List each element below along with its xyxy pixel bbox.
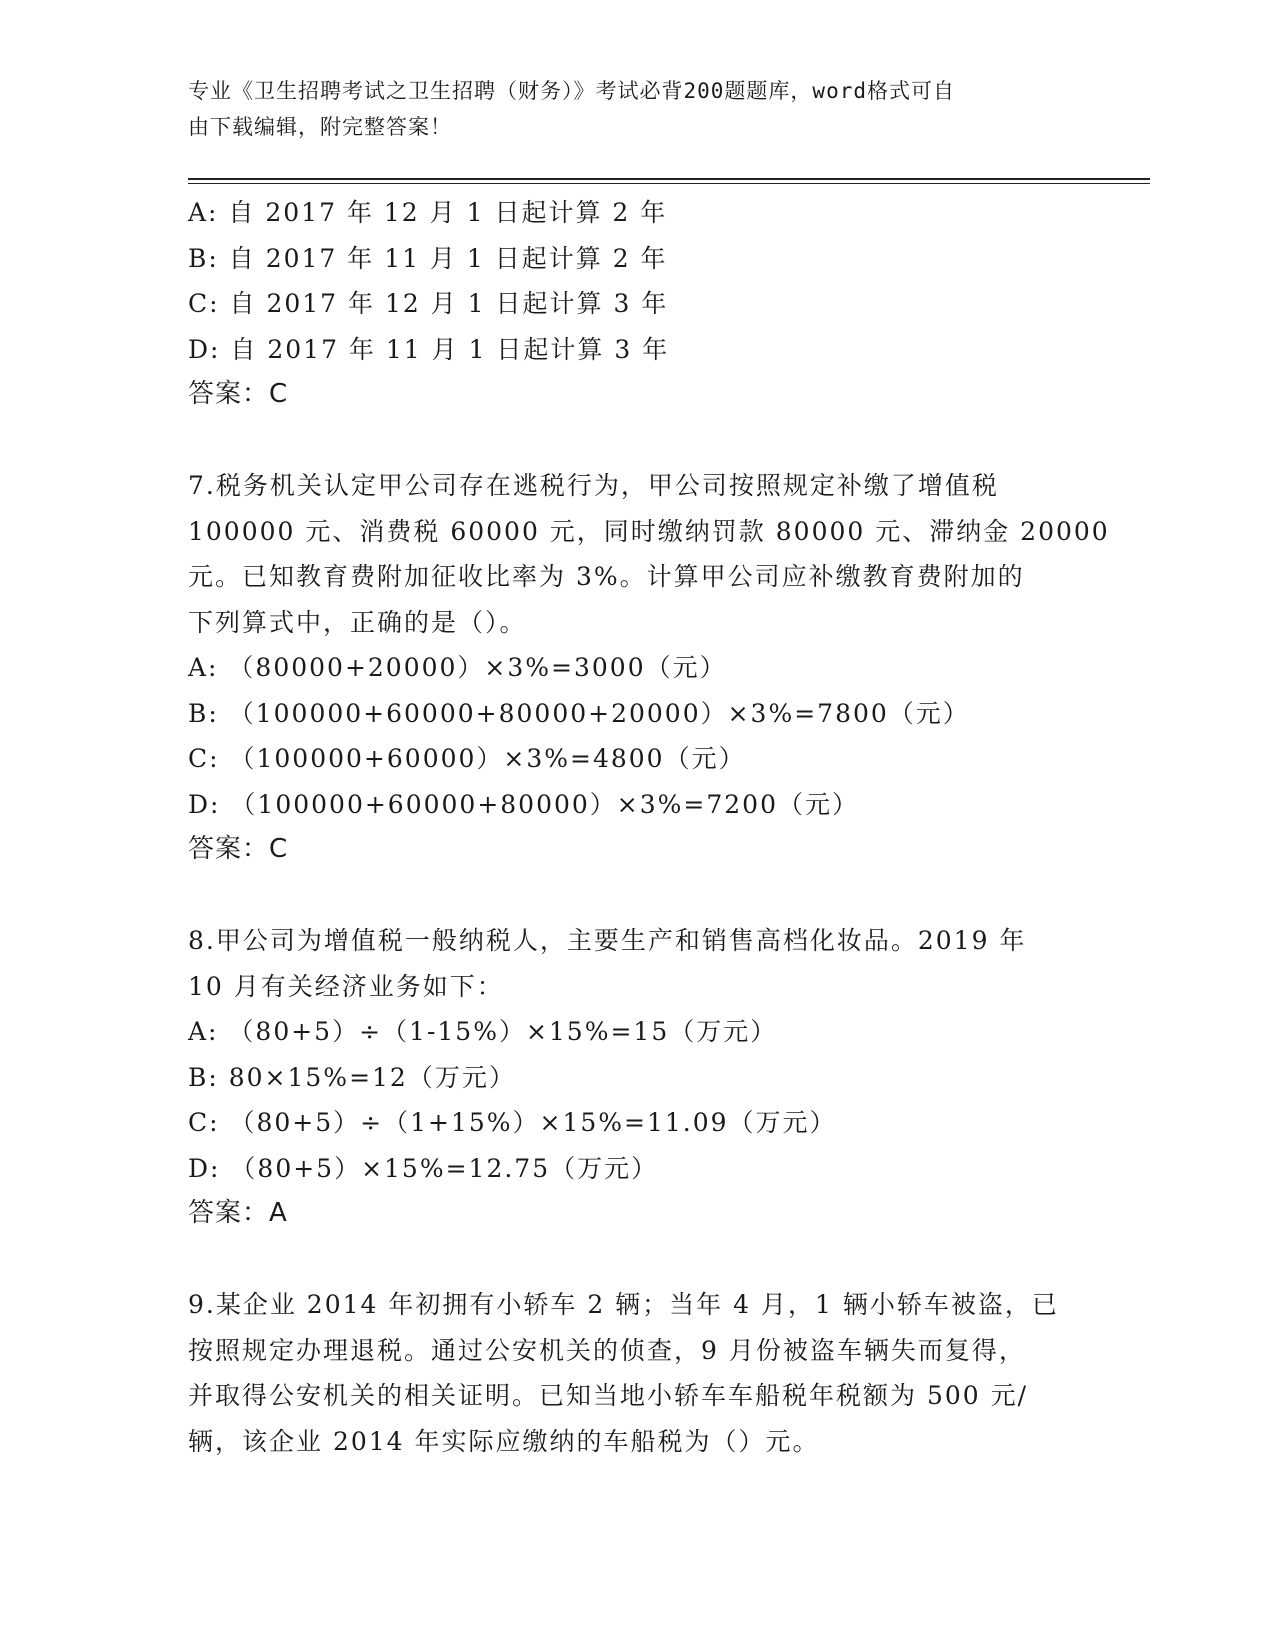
option-a: A: （80000+20000）×3%=3000（元） xyxy=(188,653,727,682)
spacer xyxy=(188,1237,1068,1283)
option-a: A: 自 2017 年 12 月 1 日起计算 2 年 xyxy=(188,198,668,227)
spacer xyxy=(188,418,1068,464)
question-7-block xyxy=(188,463,1110,873)
question-stem-line: 7.税务机关认定甲公司存在逃税行为，甲公司按照规定补缴了增值税 xyxy=(188,471,999,500)
answer-line: 答案：C xyxy=(188,834,289,864)
question-stem-line: 下列算式中，正确的是（）。 xyxy=(188,607,527,637)
option-d: D: 自 2017 年 11 月 1 日起计算 3 年 xyxy=(188,334,670,364)
question-stem-line: 8.甲公司为增值税一般纳税人，主要生产和销售高档化妆品。2019 年 xyxy=(188,926,1027,955)
answer-line: 答案：A xyxy=(188,1198,288,1228)
question-stem-line: 元。已知教育费附加征收比率为 3%。计算甲公司应补缴教育费附加的 xyxy=(188,562,1025,591)
question-content xyxy=(188,190,1110,1464)
option-b: B: （100000+60000+80000+20000）×3%=7800（元） xyxy=(188,698,970,728)
option-c: C: （100000+60000）×3%=4800（元） xyxy=(188,744,746,773)
question-9-block xyxy=(188,1282,1068,1464)
question-stem-line: 9.某企业 2014 年初拥有小轿车 2 辆；当年 4 月，1 辆小轿车被盗，已 xyxy=(188,1290,1059,1319)
header-line-1: 专业《卫生招聘考试之卫生招聘（财务）》考试必背200题题库，word格式可自 xyxy=(188,79,955,103)
option-b: B: 自 2017 年 11 月 1 日起计算 2 年 xyxy=(188,243,668,273)
question-stem-line: 并取得公安机关的相关证明。已知当地小轿车车船税年税额为 500 元/ xyxy=(188,1381,1029,1410)
option-b: B: 80×15%=12（万元） xyxy=(188,1062,516,1092)
spacer xyxy=(188,873,1068,919)
question-stem-line: 100000 元、消费税 60000 元，同时缴纳罚款 80000 元、滞纳金 20000 xyxy=(188,516,1110,546)
question-stem-line: 按照规定办理退税。通过公安机关的侦查，9 月份被盗车辆失而复得， xyxy=(188,1335,1026,1365)
option-d: D: （100000+60000+80000）×3%=7200（元） xyxy=(188,789,859,819)
option-c: C: 自 2017 年 12 月 1 日起计算 3 年 xyxy=(188,289,669,318)
question-stem-line: 10 月有关经济业务如下： xyxy=(188,971,504,1001)
header-divider-bottom xyxy=(188,183,1150,184)
header-line-2: 由下载编辑，附完整答案！ xyxy=(188,115,452,139)
document-header xyxy=(188,73,1068,145)
option-a: A: （80+5）÷（1-15%）×15%=15（万元） xyxy=(188,1017,778,1046)
answer-line: 答案：C xyxy=(188,379,289,409)
option-d: D: （80+5）×15%=12.75（万元） xyxy=(188,1153,659,1183)
question-8-block xyxy=(188,918,1068,1237)
option-c: C: （80+5）÷（1+15%）×15%=11.09（万元） xyxy=(188,1108,837,1137)
question-6-block xyxy=(188,190,1068,418)
header-divider-top xyxy=(188,178,1150,180)
question-stem-line: 辆，该企业 2014 年实际应缴纳的车船税为（）元。 xyxy=(188,1426,820,1456)
